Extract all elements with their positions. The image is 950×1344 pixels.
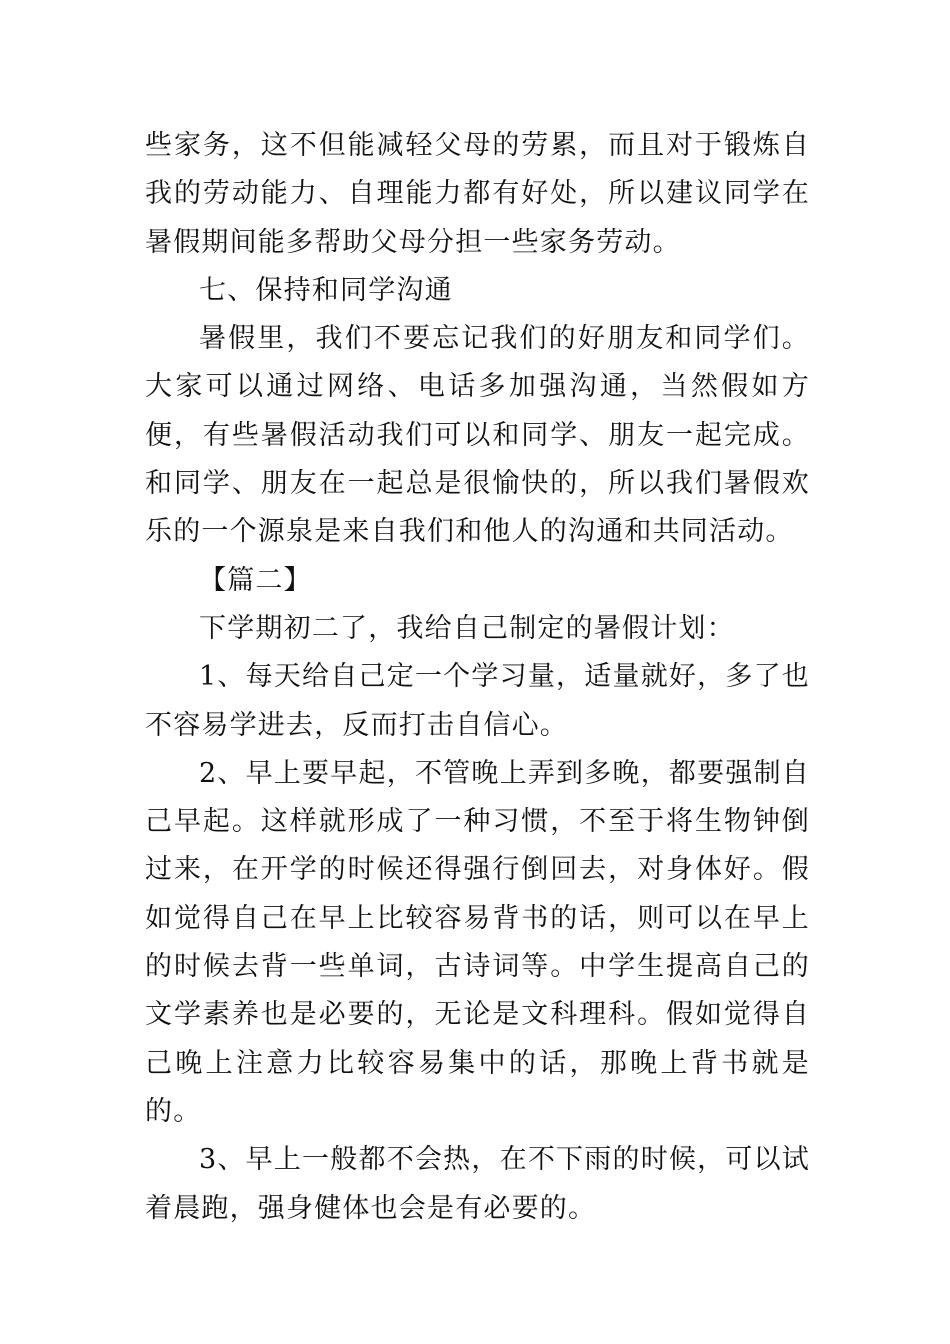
document-body: [145, 122, 810, 1233]
list-item-3: 3、早上一般都不会热，在不下雨的时候，可以试着晨跑，强身健体也会是有必要的。: [145, 1144, 810, 1224]
list-item-2: 2、早上要早起，不管晚上弄到多晚，都要强制自己早起。这样就形成了一种习惯，不至于将生物钟倒过来，在开学的时候还得强行倒回去，对身体好。假如觉得自己在早上比较容易背书的话，则可以在早上的时候去背一些单词，古诗词等。中学生提高自己的文学素养也是必要的，无论是文科理科。假如觉得自己晚上注意力比较容易集中的话，那晚上背书就是的。: [145, 757, 810, 1127]
section-heading-keep-in-touch: 七、保持和同学沟通: [199, 274, 453, 306]
paragraph-plan-intro: 下学期初二了，我给自己制定的暑假计划：: [199, 612, 735, 644]
section-heading-part-two: 【篇二】: [199, 564, 312, 596]
paragraph-household-chores: 些家务，这不但能减轻父母的劳累，而且对于锻炼自我的劳动能力、自理能力都有好处，所以建议同学在暑假期间能多帮助父母分担一些家务劳动。: [145, 130, 810, 258]
paragraph-communicate-with-classmates: 暑假里，我们不要忘记我们的好朋友和同学们。大家可以通过网络、电话多加强沟通，当然假如方便，有些暑假活动我们可以和同学、朋友一起完成。和同学、朋友在一起总是很愉快的，所以我们暑假欢乐的一个源泉是来自我们和他人的沟通和共同活动。: [145, 323, 810, 548]
list-item-1: 1、每天给自己定一个学习量，适量就好，多了也不容易学进去，反而打击自信心。: [145, 661, 810, 741]
